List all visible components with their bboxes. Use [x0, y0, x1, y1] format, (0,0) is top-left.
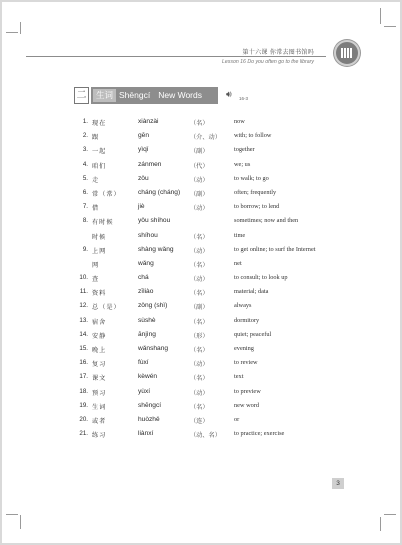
crop-mark-tr [380, 8, 381, 24]
vocab-pinyin: wǎng [138, 259, 154, 267]
vocab-part-of-speech: （名） [190, 347, 209, 354]
vocab-number: 10. [79, 274, 88, 282]
vocab-part-of-speech: （副） [190, 304, 209, 312]
vocab-english: dormitory [234, 316, 260, 324]
crop-mark-br [380, 517, 381, 531]
vocab-part-of-speech: （动、名） [190, 432, 221, 440]
vocab-chinese: 咱们 [92, 162, 107, 170]
vocab-english: time [234, 231, 246, 239]
vocab-number: 11. [79, 288, 88, 296]
vocab-pinyin: chá [138, 274, 149, 282]
vocab-chinese: 查 [92, 276, 100, 284]
vocab-chinese: 生词 [92, 403, 107, 411]
vocab-chinese: 练习 [92, 432, 107, 440]
vocab-chinese: 跟 [92, 134, 100, 142]
crop-mark-tl-h [6, 32, 18, 33]
vocab-number: 3. [82, 146, 88, 154]
vocab-english: to review [234, 359, 258, 367]
vocab-chinese: 网 [92, 261, 100, 269]
audio-track-number: 16-3 [239, 96, 249, 101]
vocab-chinese: 走 [92, 176, 100, 184]
vocab-chinese: 借 [92, 205, 100, 213]
vocab-english: we; us [234, 160, 251, 168]
vocab-english: or [234, 415, 240, 423]
textbook-page [2, 2, 400, 543]
vocab-number: 1. [82, 118, 88, 125]
lesson-title-en: Lesson 16 Do you often go to the library [222, 59, 314, 65]
vocab-part-of-speech: （动） [190, 361, 209, 369]
vocab-part-of-speech: （名） [190, 233, 209, 241]
vocab-part-of-speech: （连） [190, 417, 209, 425]
vocab-part-of-speech: （名） [190, 375, 209, 383]
vocab-english: material; data [234, 288, 269, 296]
vocab-number: 6. [82, 188, 88, 196]
library-logo-icon [334, 40, 360, 66]
vocab-part-of-speech: （名） [190, 261, 209, 269]
vocab-pinyin: liànxí [138, 430, 154, 438]
vocab-number: 18. [79, 387, 88, 395]
vocab-pinyin: shēngcí [138, 401, 162, 409]
vocab-pinyin: kèwén [138, 373, 158, 381]
vocab-pinyin: yùxí [138, 387, 151, 395]
vocab-number: 9. [82, 245, 88, 253]
vocab-pinyin: shíhou [138, 231, 158, 239]
page-number: 3 [332, 478, 344, 489]
vocab-number: 13. [79, 316, 88, 324]
vocab-chinese: 复习 [92, 361, 107, 369]
vocab-english: to walk; to go [234, 174, 269, 182]
vocab-part-of-speech: （介、动） [190, 134, 221, 142]
crop-mark-tr-h [384, 26, 396, 27]
vocab-chinese: 一起 [92, 148, 107, 156]
vocab-number: 20. [79, 415, 88, 423]
vocab-part-of-speech: （动） [190, 205, 209, 213]
vocab-part-of-speech: （名） [190, 120, 209, 127]
section-title-bar [74, 87, 218, 104]
vocab-number: 8. [82, 217, 88, 225]
vocab-english: new word [234, 401, 260, 409]
vocab-chinese: 常（常） [92, 190, 121, 198]
vocab-chinese: 上网 [92, 247, 107, 255]
vocab-english: to preview [234, 387, 261, 395]
section-heading [91, 87, 218, 104]
vocab-pinyin: xiànzài [138, 118, 159, 125]
section-title-pinyin: Shēngcí [119, 90, 151, 100]
vocab-pinyin: yǒu shíhou [138, 217, 171, 225]
vocab-pinyin: gēn [138, 132, 150, 140]
vocab-chinese: 课文 [92, 375, 107, 383]
crop-mark-br-h [384, 514, 396, 515]
vocab-english: often; frequently [234, 188, 277, 196]
vocab-pinyin: ānjìng [138, 330, 156, 338]
vocab-chinese: 总（是） [92, 304, 121, 312]
vocab-number: 15. [79, 345, 88, 352]
vocab-number: 2. [82, 132, 88, 140]
vocab-pinyin: wǎnshang [138, 345, 169, 352]
vocab-english: evening [234, 345, 254, 352]
vocab-part-of-speech: （名） [190, 403, 209, 411]
vocab-number: 16. [79, 359, 88, 367]
vocab-number: 5. [82, 174, 88, 182]
vocab-pinyin: fùxí [138, 359, 149, 367]
vocab-chinese: 资料 [92, 290, 107, 298]
vocab-chinese: 预习 [92, 389, 107, 397]
section-title-en: New Words [158, 90, 202, 100]
vocab-english: to get online; to surf the Internet [234, 245, 316, 253]
vocab-part-of-speech: （动） [190, 276, 209, 284]
vocab-number: 14. [79, 330, 88, 338]
vocab-chinese: 安静 [92, 332, 107, 340]
vocab-pinyin: cháng (cháng) [138, 188, 181, 196]
vocab-part-of-speech: （名） [190, 290, 209, 298]
vocab-number: 17. [79, 373, 88, 381]
vocab-pinyin: zǒng (shì) [138, 302, 168, 310]
vocab-pinyin: zǒu [138, 174, 149, 182]
vocab-part-of-speech: （副） [190, 148, 209, 156]
crop-mark-bl [20, 515, 21, 529]
vocab-english: with; to follow [234, 132, 272, 140]
vocab-part-of-speech: （动） [190, 247, 209, 255]
vocab-pinyin: huòzhě [138, 415, 160, 423]
vocab-pinyin: zīliào [138, 288, 154, 296]
vocab-english: to consult; to look up [234, 274, 288, 282]
vocab-part-of-speech: （动） [190, 389, 209, 397]
vocab-english: always [234, 302, 252, 310]
vocab-number: 4. [82, 160, 88, 168]
vocab-english: text [234, 373, 244, 381]
vocab-chinese: 时候 [92, 233, 107, 241]
book-columns-icon [341, 48, 353, 58]
vocab-chinese: 宿舍 [92, 318, 107, 326]
vocab-pinyin: zánmen [138, 160, 162, 168]
vocab-english: to practice; exercise [234, 430, 285, 438]
vocab-part-of-speech: （代） [190, 162, 209, 170]
vocab-pinyin: sùshè [138, 316, 156, 324]
section-title-cn: 生词 [93, 89, 116, 102]
vocab-pinyin: jiè [138, 203, 145, 211]
vocab-part-of-speech: （动） [190, 176, 209, 184]
vocab-chinese: 有时候 [92, 219, 114, 227]
vocab-number: 12. [79, 302, 88, 310]
crop-mark-tl [20, 22, 21, 34]
vocab-part-of-speech: （副） [190, 190, 209, 198]
vocab-chinese: 或者 [92, 417, 107, 425]
vocab-number: 21. [79, 430, 88, 438]
vocab-english: quiet; peaceful [234, 330, 272, 338]
vocab-chinese: 晚上 [92, 347, 107, 354]
vocab-number: 19. [79, 401, 88, 409]
section-number: 二 [74, 87, 89, 104]
header-divider [26, 56, 326, 57]
lesson-title-cn: 第十六课 你常去图书馆吗 [242, 49, 314, 56]
vocab-english: sometimes; now and then [234, 217, 299, 225]
vocab-part-of-speech: （形） [190, 332, 209, 340]
vocab-pinyin: shàng wǎng [138, 245, 174, 253]
vocab-english: now [234, 118, 245, 125]
crop-mark-bl-h [6, 514, 18, 515]
vocab-english: net [234, 259, 242, 267]
vocab-english: to borrow; to lend [234, 203, 280, 211]
audio-icon[interactable]: 🔊︎ [226, 90, 232, 100]
vocab-pinyin: yìqǐ [138, 146, 149, 154]
vocab-chinese: 现在 [92, 120, 107, 127]
vocab-number: 7. [82, 203, 88, 211]
vocab-part-of-speech: （名） [190, 318, 209, 326]
vocab-english: together [234, 146, 255, 154]
